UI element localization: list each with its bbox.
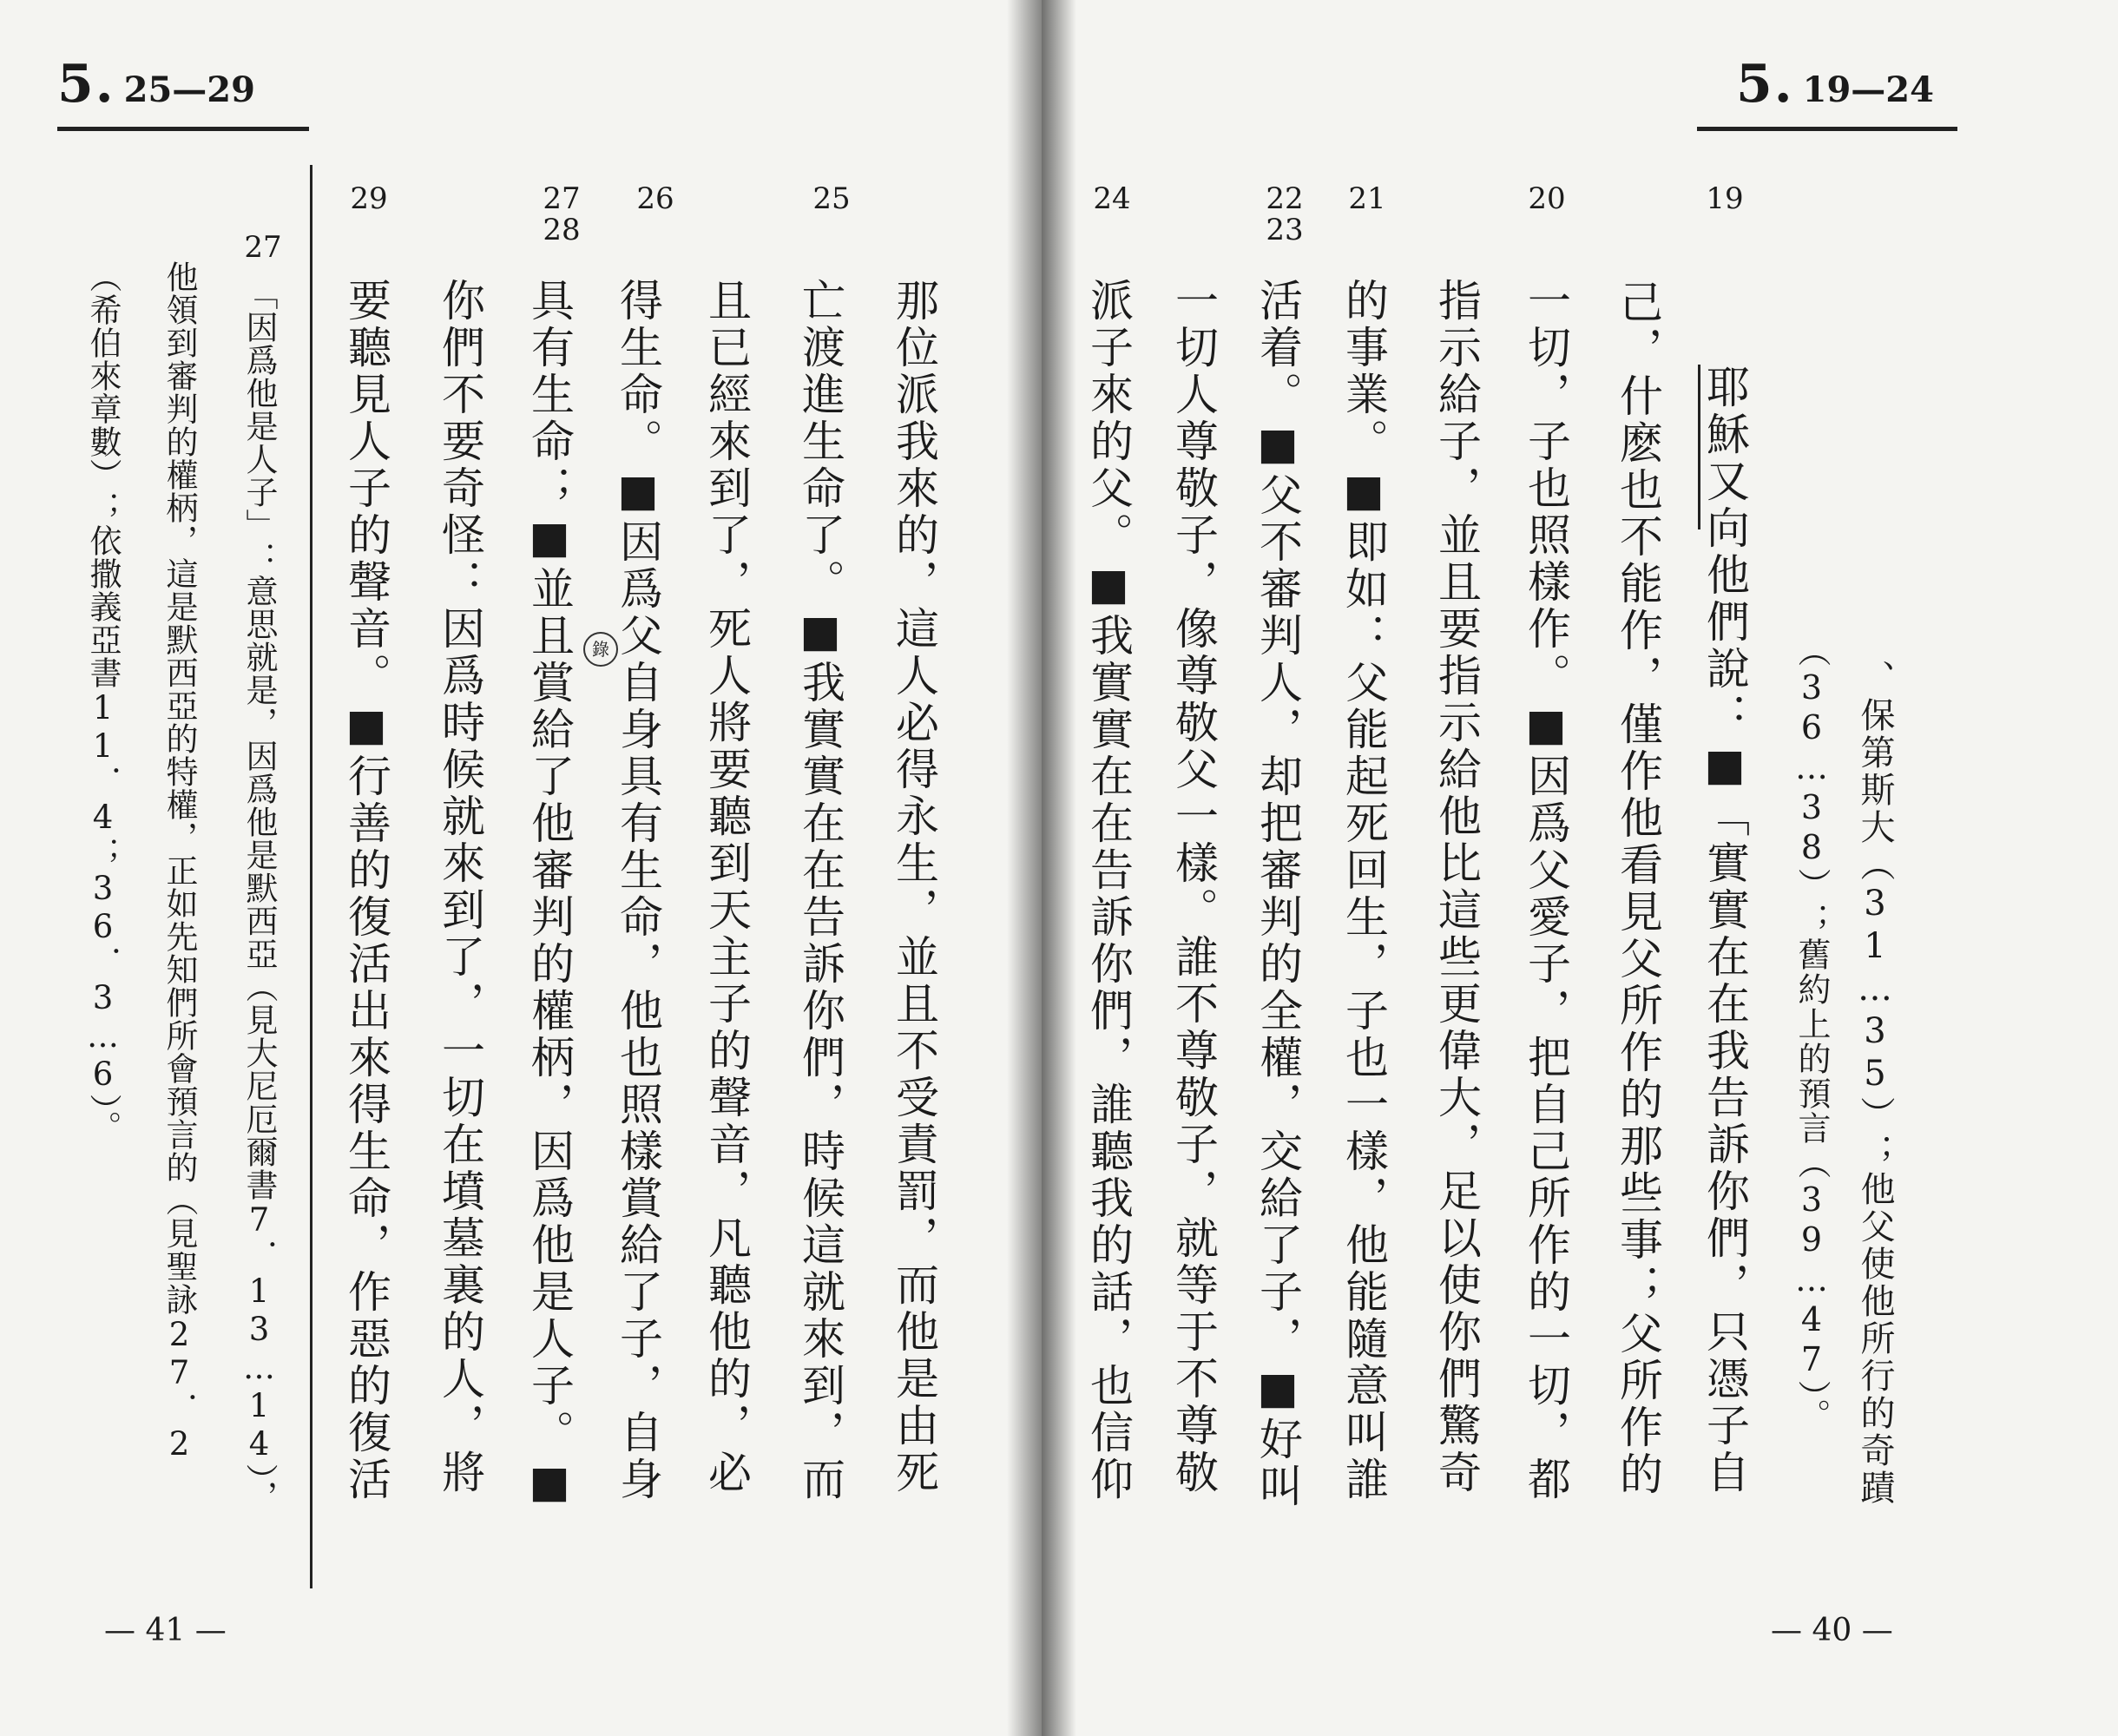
right-page: [1042, 0, 2118, 1736]
text-column: 具有生命；■並且賞給了他審判的權柄，因爲他是人子。■: [524, 278, 575, 1510]
verse-number-19: 19: [1706, 181, 1744, 216]
text-column: 你們不要奇怪：因爲時候就來到了，一切在墳墓裏的人，將: [435, 278, 485, 1496]
text-column: 派子來的父。■我實實在在告訴你們，誰聽我的話，也信仰: [1083, 278, 1134, 1503]
text-column: 的事業。■即如：父能起死回生，子也一樣，他能隨意叫誰: [1339, 278, 1389, 1503]
text-column: 一切人尊敬子，像尊敬父一樣。誰不尊敬子，就等于不尊敬: [1168, 278, 1219, 1496]
left-header-rule: [57, 127, 309, 131]
right-verse-range: 19—24: [1802, 69, 1934, 110]
footnote-column: 「因爲他是人子」：意思就是，因爲他是默西亞（見大尼厄爾書7．13…14），: [240, 278, 278, 1514]
gutter-shadow: [1042, 0, 1076, 1736]
text-column: 耶穌又向他們說：■「實實在在我告訴你們，只憑子自: [1700, 365, 1750, 1496]
footnote-column: 他領到審判的權柄，這是默西亞的特權，正如先知們所會預言的（見聖詠27．2: [161, 260, 198, 1463]
left-verse-range: 25—29: [123, 69, 255, 110]
text-column: 得生命。■因爲父自身具有生命，他也照樣賞給了子，自身: [613, 278, 663, 1503]
text-column: 那位派我來的，這人必得永生，並且不受責罰，而他是由死: [889, 278, 939, 1496]
right-header-rule: [1697, 127, 1957, 131]
verse-number-25: 25: [812, 181, 851, 216]
text-column: 活着。■父不審判人，却把審判的全權，交給了子，■好叫: [1253, 278, 1303, 1510]
text-column: 且已經來到了，死人將要聽到天主子的聲音，凡聽他的，必: [701, 278, 752, 1496]
left-page: [0, 0, 1042, 1736]
left-page-header: [57, 54, 255, 115]
verse-number-27-28: 27 28: [543, 181, 581, 247]
verse-number-22-23: 22 23: [1266, 181, 1304, 247]
verse-number-24: 24: [1093, 181, 1131, 216]
text-column: 亡渡進生命了。■我實實在在告訴你們，時候這就來到，而: [795, 278, 845, 1503]
text-column: 一切，子也照樣作。■因爲父愛子，把自己所作的一切，都: [1521, 278, 1571, 1503]
gutter-shadow: [1007, 0, 1042, 1736]
verse-number-21: 21: [1348, 181, 1386, 216]
round-seal-mark: 錄: [583, 632, 618, 667]
text-column: 己，什麽也不能作，僅作他看見父所作的那些事；父所作的: [1613, 279, 1663, 1498]
summary-line: （36…38）；舊約上的預言（39…47）。: [1792, 634, 1831, 1433]
verse-number-20: 20: [1528, 181, 1566, 216]
right-page-header: [1736, 54, 1934, 115]
text-column: 要聽見人子的聲音。■行善的復活出來得生命，作惡的復活: [341, 278, 391, 1503]
left-page-number: — 41 —: [104, 1613, 227, 1648]
summary-line: 、保第斯大（31…35）；他父使他所行的奇蹟: [1855, 660, 1895, 1507]
verse-number-26: 26: [636, 181, 674, 216]
footnote-divider: [310, 165, 312, 1588]
verse-number-29: 29: [350, 181, 388, 216]
left-chapter-number: 5.: [57, 54, 115, 115]
right-page-number: — 40 —: [1771, 1613, 1893, 1648]
note-verse-number-27: 27: [244, 230, 282, 265]
right-chapter-number: 5.: [1736, 54, 1794, 115]
text-column: 指示給子，並且要指示給他比這些更偉大，足以使你們驚奇: [1431, 278, 1482, 1496]
footnote-column: （希伯來章數）；依撒義亞書11．4；36．3…6）。: [84, 260, 122, 1144]
